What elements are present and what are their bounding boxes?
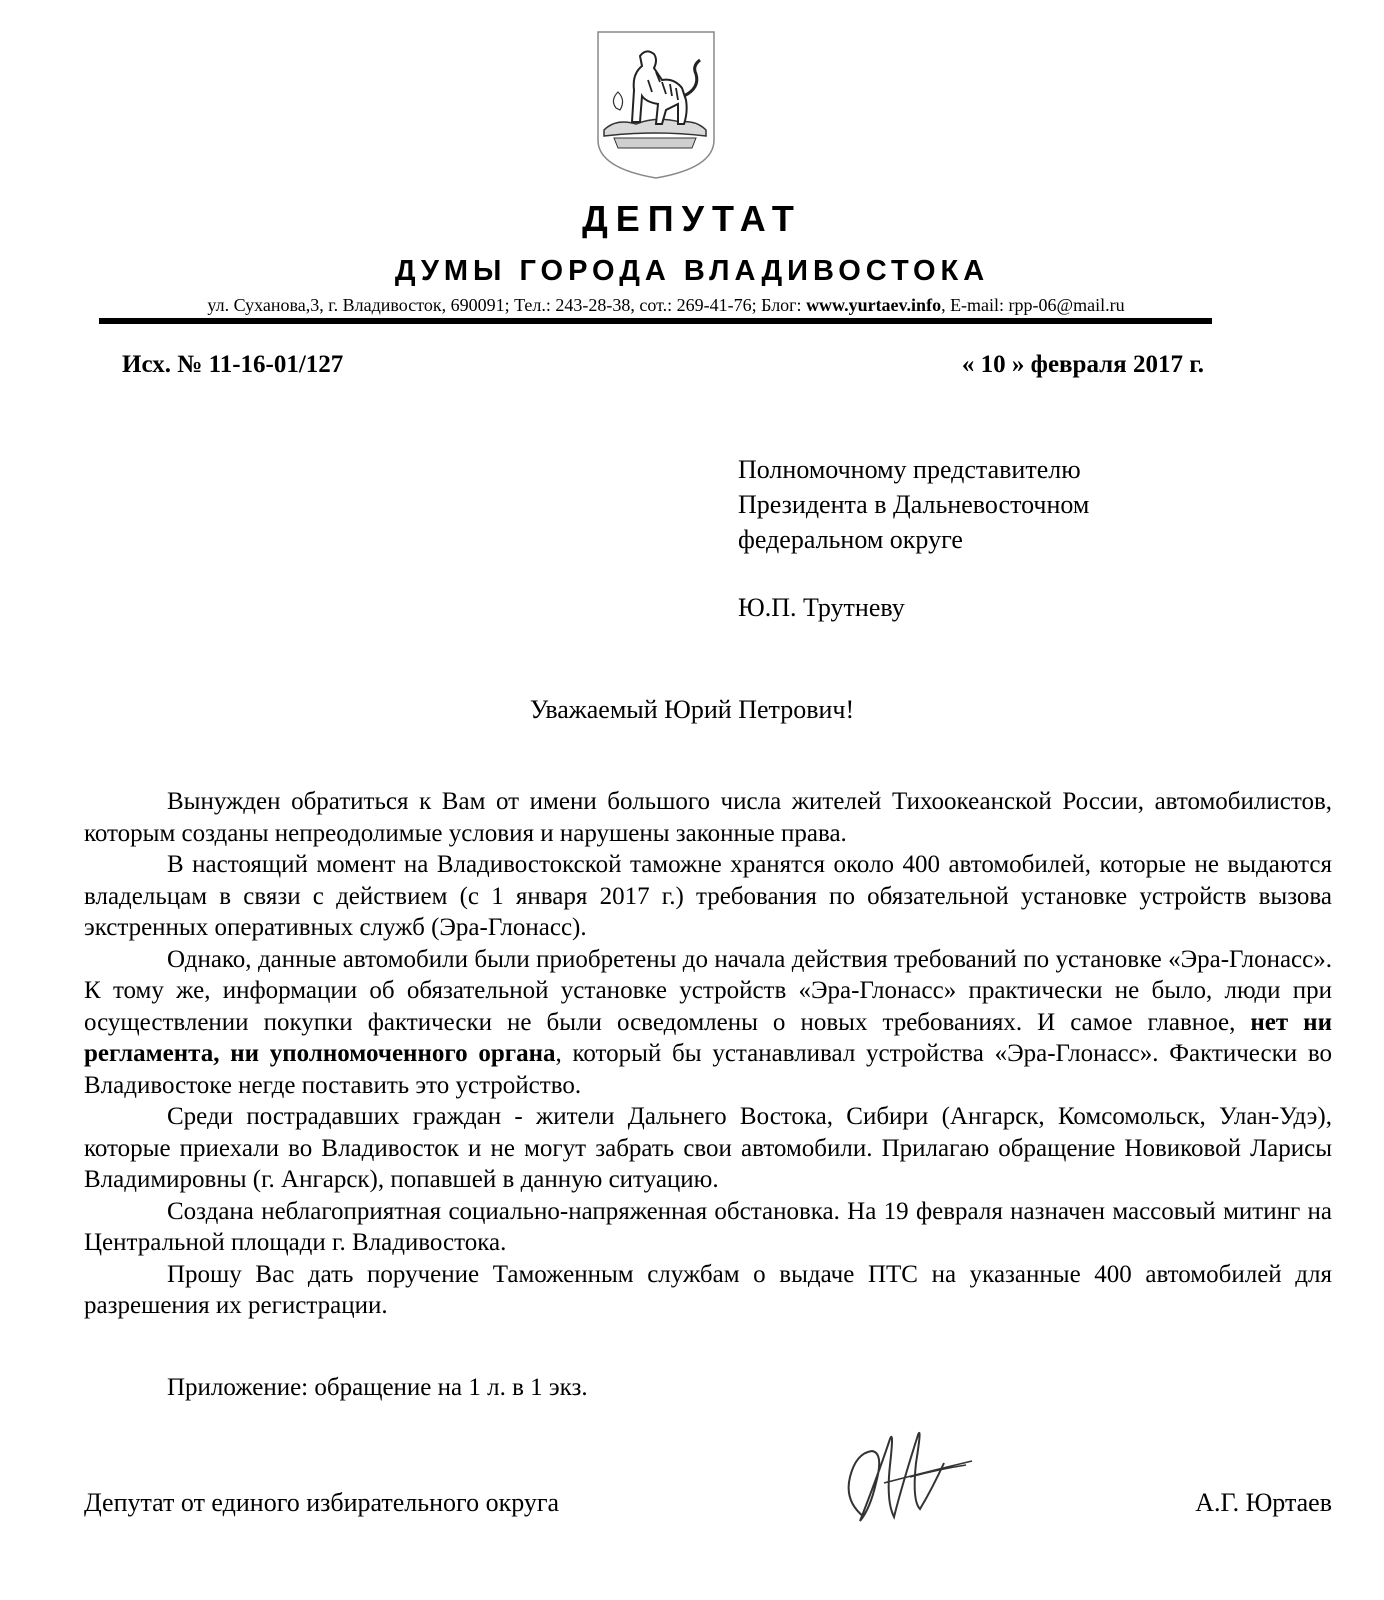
- header-divider: [99, 318, 1212, 324]
- document-title: ДЕПУТАТ: [582, 198, 802, 239]
- body-paragraph: В настоящий момент на Владивостокской таможне хранятся около 400 автомобилей, которые не выдаются владельцам в связи с действием (с 1 января 2017 г.) требования по обязательной установке устройств вызова экстренных оперативных служб (Эра-Глонасс).: [84, 851, 1332, 941]
- addressee-line: Президента в Дальневосточном: [738, 490, 1090, 519]
- letter-body: [84, 786, 1332, 1322]
- document-subtitle: ДУМЫ ГОРОДА ВЛАДИВОСТОКА: [394, 255, 990, 287]
- addressee-block: [738, 452, 1089, 625]
- body-paragraph: Создана неблагоприятная социально-напряженная обстановка. На 19 февраля назначен массовый митинг на Центральной площади г. Владивостока.: [84, 1197, 1332, 1256]
- body-paragraph: [84, 944, 1332, 1102]
- body-paragraph: Среди пострадавших граждан - жители Дальнего Востока, Сибири (Ангарск, Комсомольск, Улан-Удэ), которые приехали во Владивосток и не могут забрать свои автомобили. Прилагаю обращение Новиковой Ларисы Владимировны (г. Ангарск), попавшей в данную ситуацию.: [84, 1103, 1332, 1193]
- handwritten-signature: [820, 1405, 990, 1535]
- signer-position: Депутат от единого избирательного округа: [84, 1488, 560, 1517]
- addressee-name: Ю.П. Трутневу: [738, 593, 905, 622]
- emphasized-text: нет ни регламента, ни уполномоченного органа: [84, 1008, 1332, 1067]
- signer-name: А.Г. Юртаев: [1195, 1488, 1332, 1517]
- city-coat-of-arms-icon: [596, 30, 716, 180]
- greeting: Уважаемый Юрий Петрович!: [529, 695, 855, 724]
- attachment-note: Приложение: обращение на 1 л. в 1 экз.: [167, 1374, 588, 1401]
- contact-email: , E-mail: rpp-06@mail.ru: [941, 295, 1125, 315]
- contact-address: ул. Суханова,3, г. Владивосток, 690091; Тел.: 243-28-38, сот.: 269-41-76; Блог:: [207, 295, 807, 315]
- body-paragraph: Вынужден обратиться к Вам от имени большого числа жителей Тихоокеанской России, автомобилистов, которым созданы непреодолимые условия и нарушены законные права.: [84, 788, 1332, 847]
- addressee-line: федеральном округе: [738, 525, 963, 554]
- letter-date: « 10 » февраля 2017 г.: [961, 351, 1204, 378]
- body-paragraph: Прошу Вас дать поручение Таможенным службам о выдаче ПТС на указанные 400 автомобилей для разрешения их регистрации.: [84, 1260, 1332, 1319]
- paragraph-text: , который бы устанавливал устройства «Эра-Глонасс». Фактически во Владивостоке негде поставить это устройство.: [84, 1040, 1332, 1099]
- paragraph-text: Однако, данные автомобили были приобретены до начала действия требований по установке «Эра-Глонасс». К тому же, информации об обязательной установке устройств «Эра-Глонасс» практически не было, люди при осуществлении покупки фактически не были осведомлены о новых требованиях. И самое главное,: [84, 945, 1332, 1036]
- outgoing-reference-number: Исх. № 11-16-01/127: [122, 351, 344, 378]
- blog-link[interactable]: www.yurtaev.info: [806, 295, 942, 315]
- addressee-line: Полномочному представителю: [738, 455, 1081, 484]
- contact-line: [120, 295, 1212, 316]
